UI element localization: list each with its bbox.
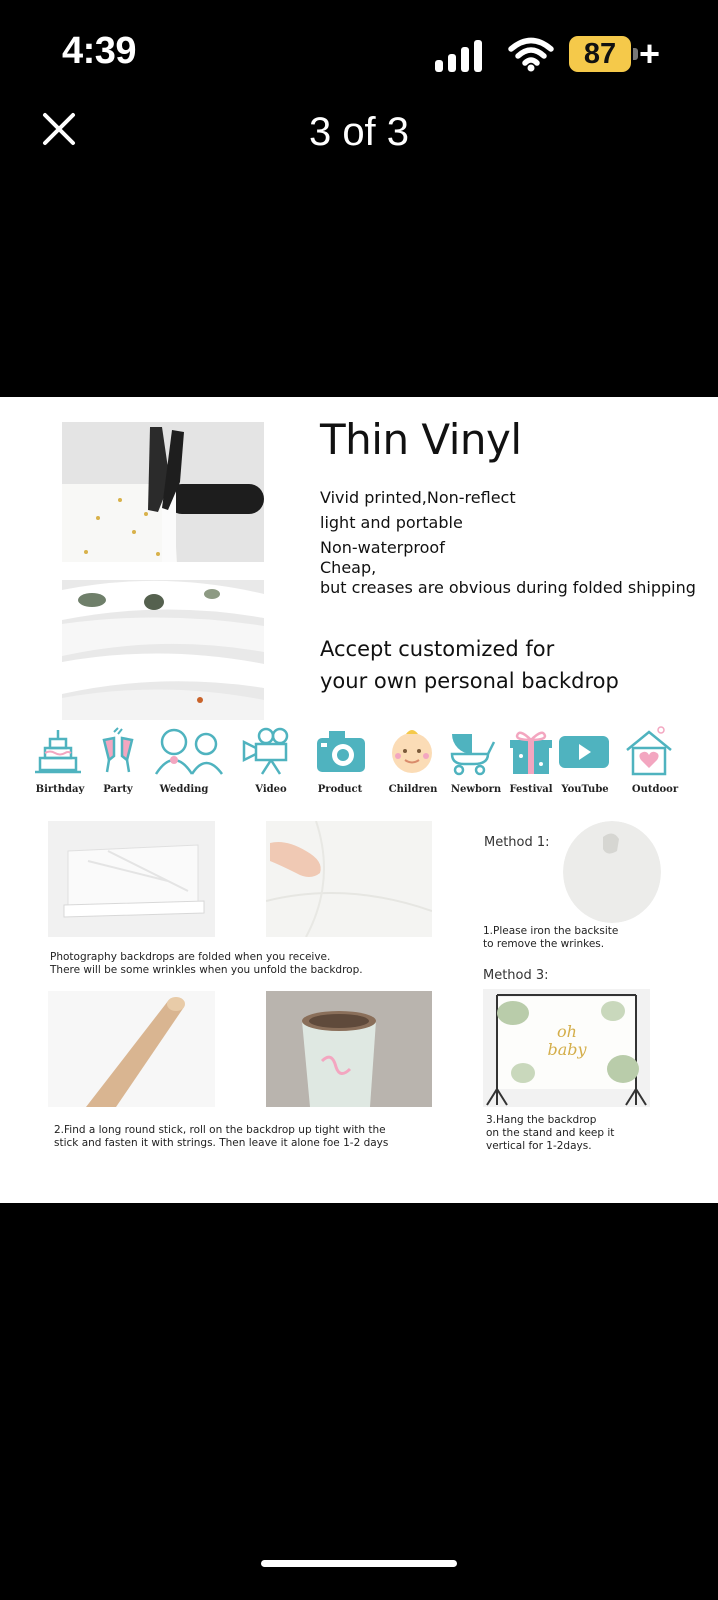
use-label-birthday: Birthday [35,784,85,795]
image-counter: 3 of 3 [308,110,410,154]
home-indicator[interactable] [261,1560,457,1567]
customize-line: Accept customized for [320,637,555,661]
battery-tip [633,48,638,60]
feature-line: but creases are obvious during folded shipping [320,578,696,597]
birthday-cake-icon [30,726,86,776]
use-label-video: Video [255,784,287,795]
fold-note-line: There will be some wrinkles when you unfold the backdrop. [50,964,363,976]
status-time: 4:39 [62,30,137,72]
use-label-party: Party [103,784,133,795]
baby-face-icon [384,726,440,776]
wifi-icon [508,36,554,72]
unfolding-backdrop-photo [266,821,432,937]
video-camera-icon [242,726,298,776]
method-1-line: 1.Please iron the backsite [483,925,619,937]
customize-line: your own personal backdrop [320,669,619,693]
use-label-wedding: Wedding [159,784,209,795]
method-1-line: to remove the wrinkes. [483,938,605,950]
rolled-backdrop-photo [266,991,432,1107]
use-label-youtube: YouTube [561,784,609,795]
fold-note [50,951,363,977]
use-case-row [0,720,718,800]
use-label-children: Children [388,784,438,795]
method-3-line: vertical for 1-2days. [486,1140,592,1152]
gift-box-icon [503,726,559,776]
feature-line: Non-waterproof [320,538,445,557]
backdrop-stand-photo [483,989,650,1107]
status-bar [0,0,718,100]
use-label-outdoor: Outdoor [631,784,679,795]
use-label-newborn: Newborn [450,784,502,795]
battery-level: 87 [569,36,631,72]
heart-house-icon [621,726,677,776]
product-image[interactable] [0,397,718,1203]
stand-backdrop-text: oh [557,1022,577,1041]
method-2-line: stick and fasten it with strings. Then leave it alone foe 1-2 days [54,1137,389,1149]
method-1-label: Method 1: [484,835,550,850]
method-3-text [486,1114,614,1153]
method-2-text [54,1124,388,1150]
champagne-glasses-icon [90,726,146,776]
feature-line: Vivid printed,Non-reflect [320,488,516,507]
clip-photo [62,422,264,562]
method-3-label: Method 3: [483,968,549,983]
round-stick-photo [48,991,215,1107]
folded-backdrop-photo [48,821,215,937]
use-label-product: Product [317,784,363,795]
baby-stroller-icon [444,726,500,776]
folded-backdrop-photo [62,580,264,720]
feature-line: light and portable [320,513,463,532]
product-heading: Thin Vinyl [320,415,522,464]
method-2-line: 2.Find a long round stick, roll on the backdrop up tight with the [54,1124,386,1136]
wedding-couple-icon [150,726,228,776]
ironed-backdrop-photo [563,821,661,923]
method-1-text [483,925,618,951]
cellular-signal-icon [435,38,493,72]
charging-icon: + [639,33,661,74]
fold-note-line: Photography backdrops are folded when you receive. [50,951,331,963]
feature-line: Cheap, [320,558,377,577]
youtube-play-icon [557,726,613,776]
stand-backdrop-text: baby [547,1040,587,1059]
method-3-line: 3.Hang the backdrop [486,1114,597,1126]
method-3-line: on the stand and keep it [486,1127,615,1139]
use-label-festival: Festival [509,784,553,795]
photo-camera-icon [313,726,369,776]
